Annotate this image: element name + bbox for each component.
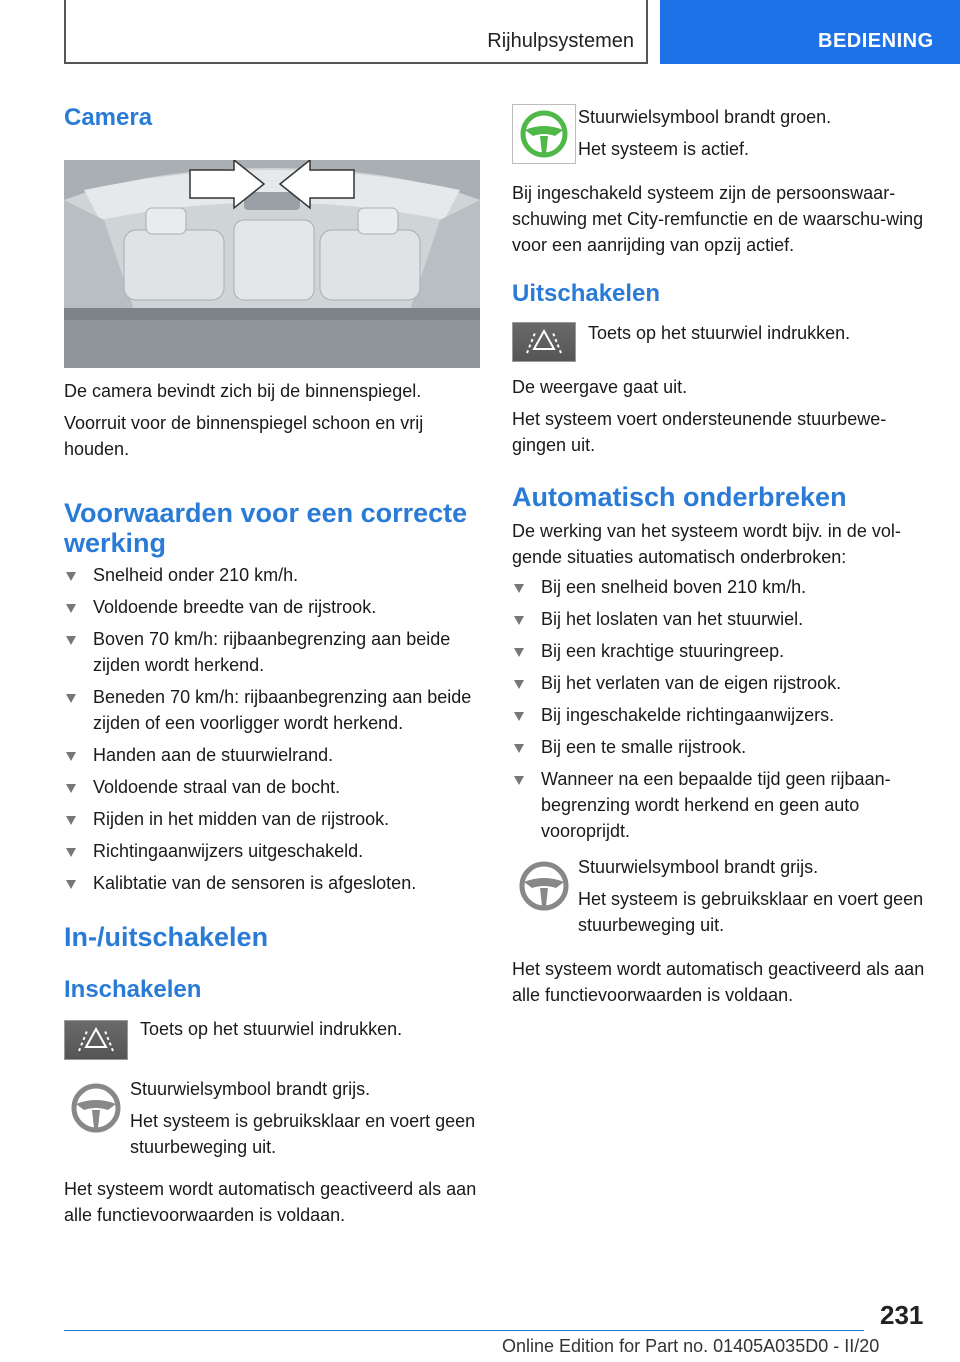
list-item: Bij ingeschakelde richtingaanwijzers.	[512, 702, 926, 728]
steering-assist-button-icon-off	[512, 322, 576, 362]
on-auto-text: Het systeem wordt automatisch geactiveerd als aan alle functievoorwaarden is voldaan.	[64, 1179, 477, 1225]
bullet-triangle-icon	[66, 816, 76, 825]
list-item: Kalibtatie van de sensoren is afgesloten.	[64, 870, 482, 896]
bullet-triangle-icon	[514, 712, 524, 721]
header-title: Rijhulpsystemen	[487, 30, 634, 52]
green-paragraph: Bij ingeschakeld systeem zijn de persoonswaar-schuwing met City-remfunctie en de waarschu-wing voor een aanrijding van opzij actief.	[512, 183, 924, 255]
list-item: Snelheid onder 210 km/h.	[64, 562, 482, 588]
list-item: Bij een snelheid boven 210 km/h.	[512, 574, 926, 600]
bullet-triangle-icon	[66, 694, 76, 703]
list-item: Rijden in het midden van de rijstrook.	[64, 806, 482, 832]
list-item: Bij een te smalle rijstrook.	[512, 734, 926, 760]
auto-heading: Automatisch onderbreken	[512, 482, 847, 512]
header-tab-bediening[interactable]: BEDIENING	[660, 0, 960, 64]
bullet-triangle-icon	[66, 752, 76, 761]
camera-clean-text: Voorruit voor de binnenspiegel schoon en vrij houden.	[64, 413, 424, 459]
auto-reactivate-text: Het systeem wordt automatisch geactiveerd als aan alle functievoorwaarden is voldaan.	[512, 959, 925, 1005]
list-item: Boven 70 km/h: rijbaanbegrenzing aan beide zijden wordt herkend.	[64, 626, 482, 678]
prereq-heading: Voorwaarden voor een correcte werking	[64, 498, 468, 558]
off-press-text: Toets op het stuurwiel indrukken.	[588, 323, 851, 343]
bullet-triangle-icon	[514, 616, 524, 625]
list-item: Voldoende breedte van de rijstrook.	[64, 594, 482, 620]
off-heading: Uitschakelen	[512, 280, 661, 307]
header-box	[64, 0, 648, 64]
grey-line2: Het systeem is gebruiksklaar en voert geen stuurbeweging uit.	[578, 889, 924, 935]
list-item: Richtingaanwijzers uitgeschakeld.	[64, 838, 482, 864]
bullet-triangle-icon	[514, 744, 524, 753]
on-grey-line2: Het systeem is gebruiksklaar en voert geen stuurbeweging uit.	[130, 1111, 476, 1157]
bullet-triangle-icon	[66, 880, 76, 889]
bullet-triangle-icon	[514, 776, 524, 785]
steering-wheel-grey-icon-right	[512, 856, 576, 916]
green-line1: Stuurwielsymbool brandt groen.	[578, 107, 832, 127]
footer-edition: Online Edition for Part no. 01405A035D0 - II/20	[502, 1336, 880, 1356]
list-item: Beneden 70 km/h: rijbaanbegrenzing aan beide zijden of een voorligger wordt herkend.	[64, 684, 482, 736]
bullet-triangle-icon	[66, 636, 76, 645]
off-display-text: De weergave gaat uit.	[512, 377, 688, 397]
page-number: 231	[880, 1300, 924, 1330]
footer-divider	[64, 1330, 864, 1331]
camera-image	[64, 160, 480, 368]
off-steering-text: Het systeem voert ondersteunende stuurbewe-gingen uit.	[512, 409, 887, 455]
bullet-triangle-icon	[66, 848, 76, 857]
green-line2: Het systeem is actief.	[578, 139, 750, 159]
onoff-heading: In-/uitschakelen	[64, 922, 269, 952]
list-item: Bij een krachtige stuuringreep.	[512, 638, 926, 664]
camera-heading: Camera	[64, 104, 153, 131]
auto-list	[512, 574, 926, 850]
steering-assist-button-icon	[64, 1020, 128, 1060]
bullet-triangle-icon	[514, 680, 524, 689]
on-grey-line1: Stuurwielsymbool brandt grijs.	[130, 1079, 371, 1099]
grey-line1: Stuurwielsymbool brandt grijs.	[578, 857, 819, 877]
list-item: Bij het loslaten van het stuurwiel.	[512, 606, 926, 632]
bullet-triangle-icon	[514, 648, 524, 657]
list-item: Handen aan de stuurwielrand.	[64, 742, 482, 768]
on-press-text: Toets op het stuurwiel indrukken.	[140, 1019, 403, 1039]
prereq-list	[64, 562, 482, 902]
list-item: Voldoende straal van de bocht.	[64, 774, 482, 800]
list-item: Wanneer na een bepaalde tijd geen rijbaan-begrenzing wordt herkend en geen auto vooroprijdt.	[512, 766, 926, 844]
list-item: Bij het verlaten van de eigen rijstrook.	[512, 670, 926, 696]
car-interior-illustration	[64, 160, 480, 368]
bullet-triangle-icon	[66, 784, 76, 793]
camera-location-text: De camera bevindt zich bij de binnenspiegel.	[64, 381, 422, 401]
bullet-triangle-icon	[66, 604, 76, 613]
on-heading: Inschakelen	[64, 976, 202, 1003]
steering-wheel-grey-icon	[64, 1078, 128, 1138]
bullet-triangle-icon	[514, 584, 524, 593]
steering-wheel-green-icon	[512, 104, 576, 164]
bullet-triangle-icon	[66, 572, 76, 581]
auto-intro-text: De werking van het systeem wordt bijv. in de vol-gende situaties automatisch onderbroken:	[512, 521, 901, 567]
